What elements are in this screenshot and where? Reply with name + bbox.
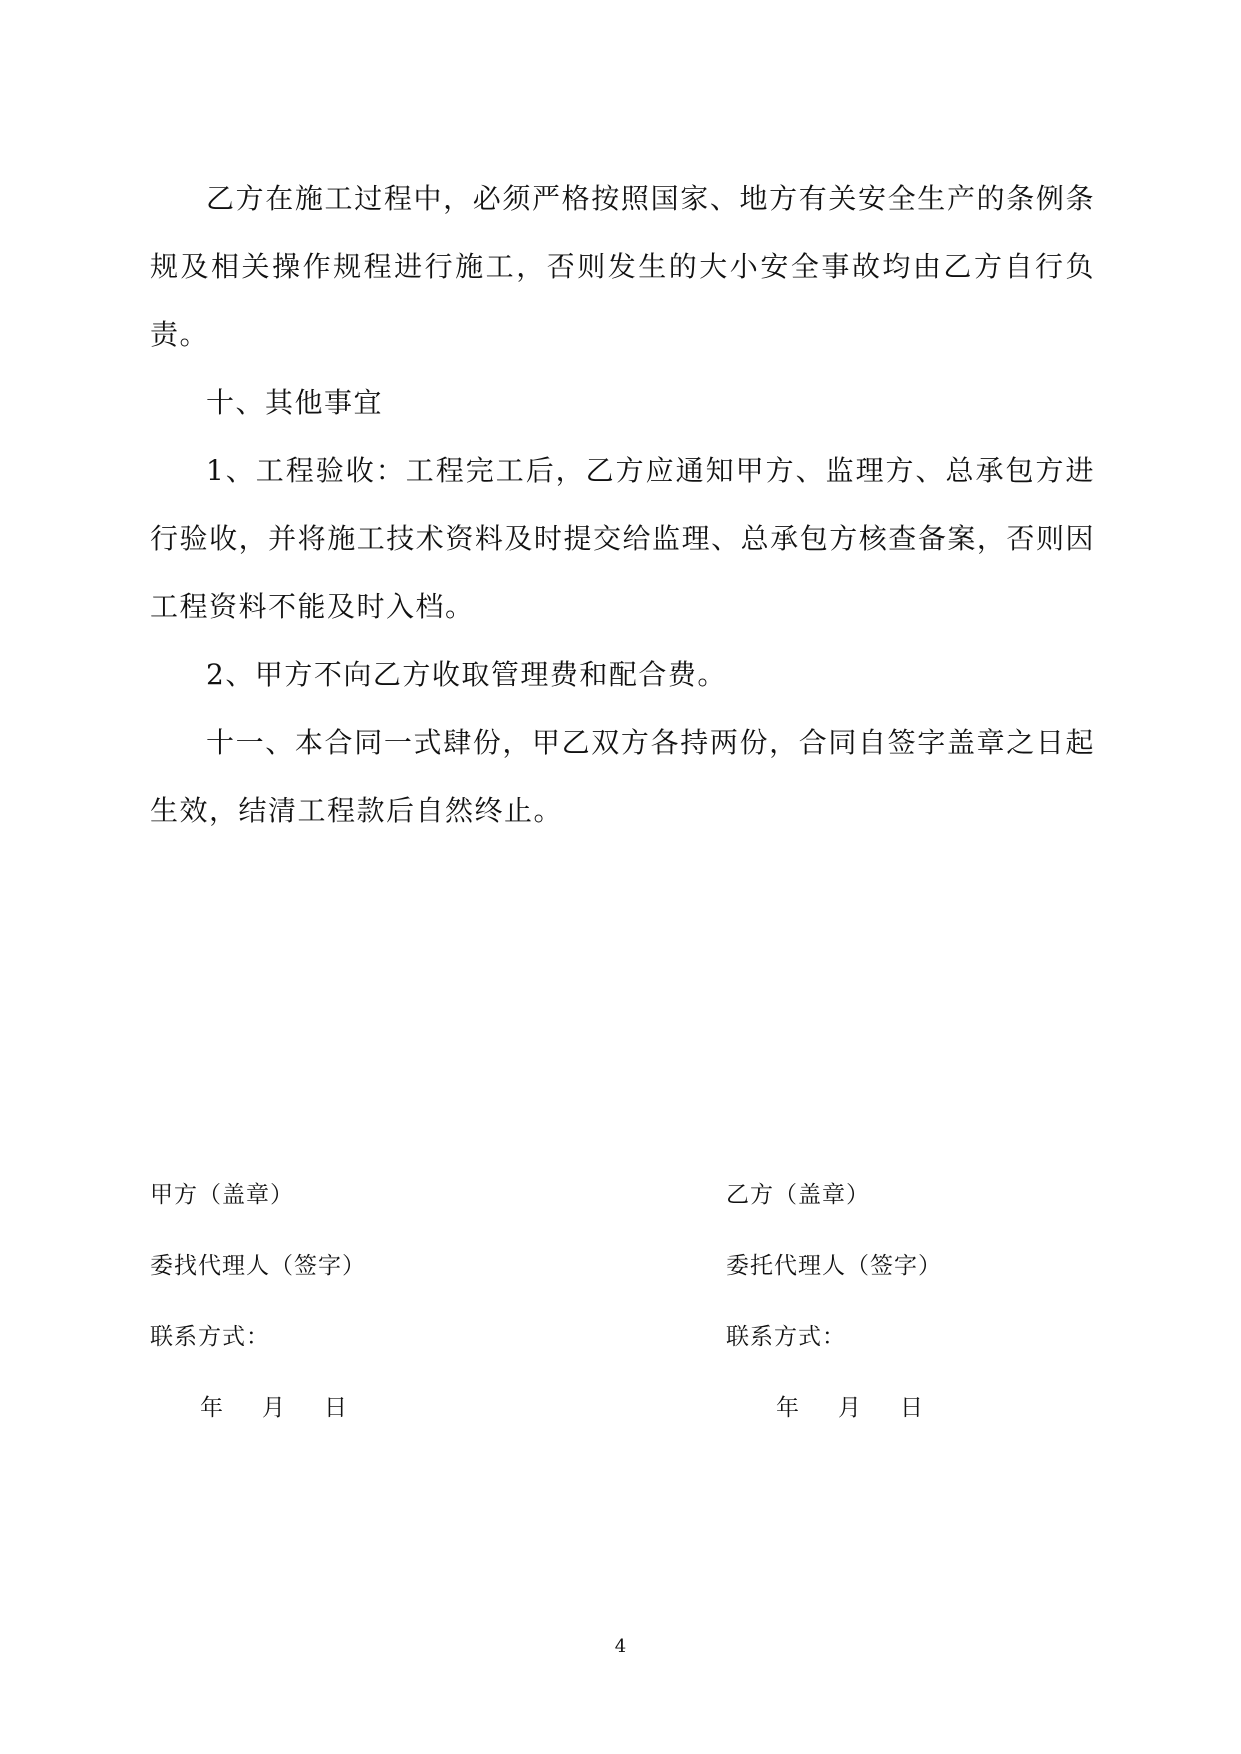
party-b-signature-block <box>726 1160 1206 1444</box>
heading-other-matters: 十、其他事宜 <box>206 386 384 419</box>
paragraph-fees: 2、甲方不向乙方收取管理费和配合费。 <box>206 658 727 691</box>
party-b-seal: 乙方（盖章） <box>726 1182 870 1208</box>
party-b-year: 年 <box>776 1395 800 1421</box>
party-b-contact: 联系方式： <box>726 1324 846 1350</box>
paragraph-safety: 乙方在施工过程中，必须严格按照国家、地方有关安全生产的条例条规及相关操作规程进行施工，否则发生的大小安全事故均由乙方自行负责。 <box>150 182 1095 351</box>
party-a-year: 年 <box>200 1395 224 1421</box>
party-b-day: 日 <box>900 1395 924 1421</box>
party-a-agent: 委找代理人（签字） <box>150 1253 366 1279</box>
party-a-date <box>150 1373 650 1444</box>
party-a-seal: 甲方（盖章） <box>150 1182 294 1208</box>
paragraph-copies: 十一、本合同一式肆份，甲乙双方各持两份，合同自签字盖章之日起生效，结清工程款后自然终止。 <box>150 726 1095 827</box>
party-b-date <box>726 1373 1206 1444</box>
party-a-month: 月 <box>262 1395 286 1421</box>
party-a-day: 日 <box>324 1395 348 1421</box>
party-a-contact: 联系方式： <box>150 1324 270 1350</box>
party-a-signature-block <box>150 1160 650 1444</box>
contract-body <box>150 165 1095 845</box>
party-b-agent: 委托代理人（签字） <box>726 1253 942 1279</box>
page-number: 4 <box>614 1636 627 1657</box>
paragraph-acceptance: 1、工程验收：工程完工后，乙方应通知甲方、监理方、总承包方进行验收，并将施工技术资料及时提交给监理、总承包方核查备案，否则因工程资料不能及时入档。 <box>150 454 1095 623</box>
party-b-month: 月 <box>838 1395 862 1421</box>
